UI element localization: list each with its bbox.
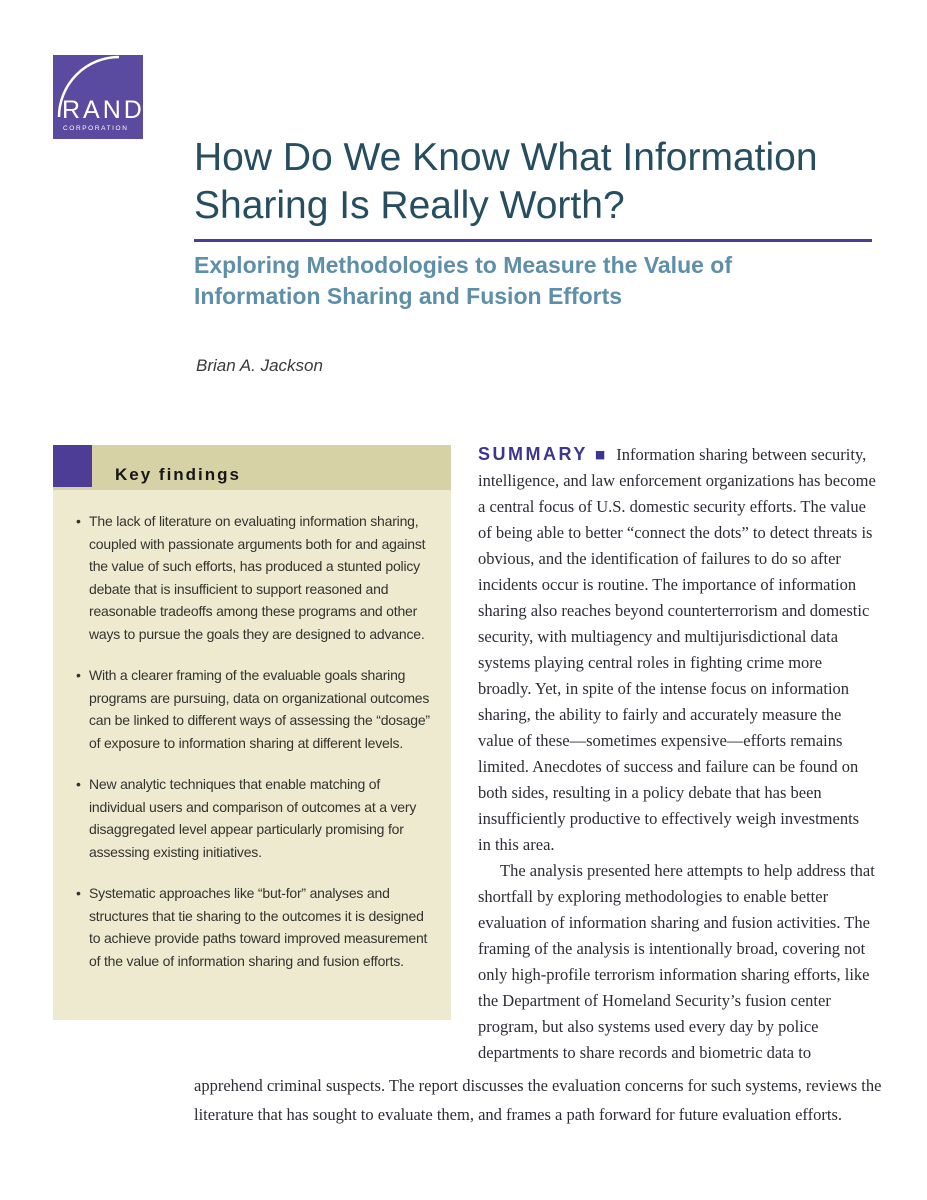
key-finding-item: • Systematic approaches like “but-for” analyses and structures that tie sharing to the outcomes it is designed to achieve provide paths toward improved measurement of the value of information sharing and fusion efforts. xyxy=(75,882,437,972)
key-findings-heading: Key findings xyxy=(115,465,242,484)
key-findings-list xyxy=(53,490,451,972)
page-title: How Do We Know What Information Sharing Is Really Worth? xyxy=(194,136,818,227)
logo-brand-name: RAND xyxy=(62,96,145,124)
summary-section xyxy=(478,441,876,1066)
summary-label: SUMMARY xyxy=(478,444,588,464)
key-finding-item: • New analytic techniques that enable matching of individual users and comparison of outcomes at a very disaggregated level appear particularly promising for assessing existing initiatives. xyxy=(75,773,437,863)
key-findings-panel xyxy=(53,445,451,1020)
key-finding-item: • With a clearer framing of the evaluable goals sharing programs are pursuing, data on organizational outcomes can be linked to different ways of assessing the “dosage” of exposure to information sharing at different levels. xyxy=(75,664,437,754)
summary-paragraph-1-text: Information sharing between security, intelligence, and law enforcement organizations has become a central focus of U.S. domestic security efforts. The value of being able to better “connect the dots” to detect threats is obvious, and the identification of failures to do so after incidents occur is routine. The importance of information sharing also reaches beyond counterterrorism and domestic security, with multiagency and multijurisdictional data systems playing central roles in fighting crime more broadly. Yet, in spite of the intense focus on information sharing, the ability to fairly and accurately measure the value of these—sometimes expensive—efforts remains limited. Anecdotes of success and failure can be found on both sides, resulting in a policy debate that has been insufficiently productive to effectively weigh investments in this area. xyxy=(478,445,876,854)
square-bullet-icon: ■ xyxy=(594,448,606,461)
key-findings-header-band xyxy=(53,445,451,490)
summary-paragraph-2: The analysis presented here attempts to help address that shortfall by exploring methodologies to enable better evaluation of information sharing and fusion activities. The framing of the analysis is intentionally broad, covering not only high-profile terrorism information sharing efforts, like the Department of Homeland Security’s fusion center program, but also systems used every day by police departments to share records and biometric data to xyxy=(478,861,875,1062)
author-name: Brian A. Jackson xyxy=(196,356,323,375)
logo-brand-subname: CORPORATION xyxy=(63,124,129,132)
key-finding-item: • The lack of literature on evaluating information sharing, coupled with passionate arguments both for and against the value of such efforts, has produced a stunted policy debate that is insufficient to support reasoned and reasonable tradeoffs among these programs and other ways to pursue the goals they are designed to advance. xyxy=(75,510,437,645)
purple-square-icon xyxy=(53,445,92,487)
summary-continuation: apprehend criminal suspects. The report discusses the evaluation concerns for such systems, reviews the literature that has sought to evaluate them, and frames a path forward for future evaluation efforts. xyxy=(194,1075,882,1124)
summary-paragraph-1 xyxy=(478,441,876,858)
rand-logo xyxy=(53,55,143,139)
page-subtitle: Exploring Methodologies to Measure the Value of Information Sharing and Fusion Efforts xyxy=(194,252,733,309)
title-divider xyxy=(194,239,872,242)
